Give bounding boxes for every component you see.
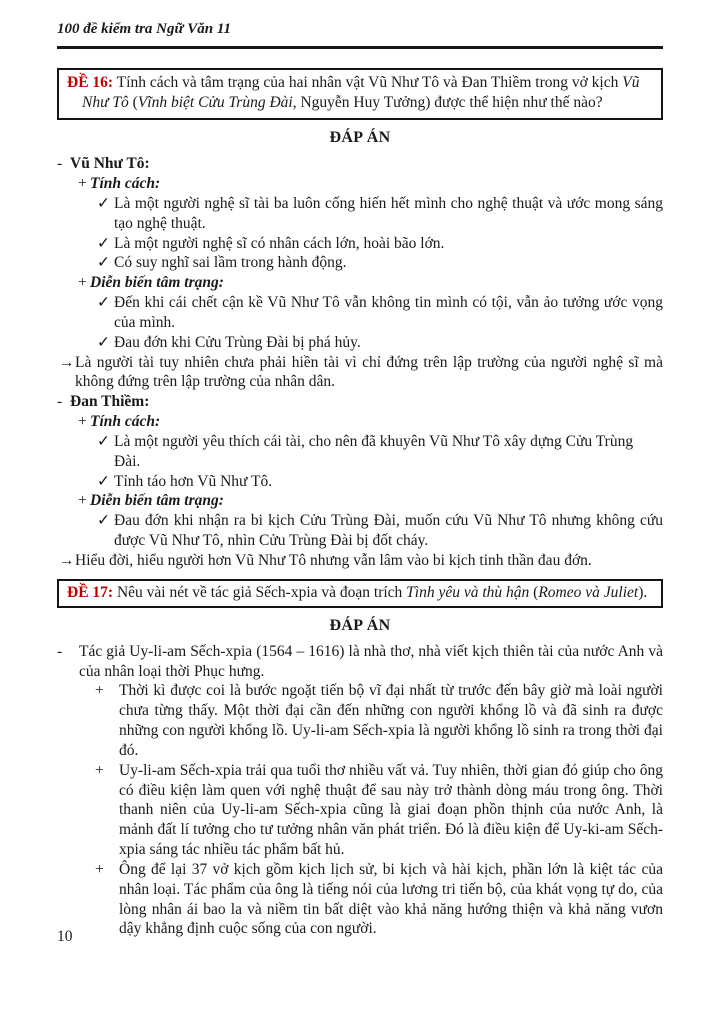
de17-question-italic1: Tình yêu và thù hận [406,583,530,601]
list-text: Đan Thiềm: [70,393,150,411]
list-item [78,273,663,293]
list-text: Hiểu đời, hiểu người hơn Vũ Như Tô nhưng vẫn lâm vào bi kịch tinh thần đau đớn. [75,551,592,569]
list-text: Là một người yêu thích cái tài, cho nên đã khuyên Vũ Như Tô xây dựng Cửu Trùng Đài. [114,432,634,470]
plus-marker: + [78,274,87,292]
list-text: Diễn biến tâm trạng: [90,492,224,510]
dash-marker: - [57,155,63,173]
list-item [59,353,663,393]
list-text: Có suy nghĩ sai lầm trong hành động. [114,254,347,272]
list-text: Đau đớn khi nhận ra bi kịch Cửu Trùng Đài, muốn cứu Vũ Như Tô nhưng không cứu được Vũ Như Tô, nhìn Cửu Trùng Đài bị đốt cháy. [114,512,663,550]
list-item [97,234,663,254]
list-item [95,761,663,860]
de17-question-part1: Nêu vài nét về tác giả Sếch-xpia và đoạn trích [113,583,407,601]
list-item [97,253,663,273]
list-item [95,681,663,760]
list-item [57,154,663,174]
list-text: Đến khi cái chết cận kề Vũ Như Tô vẫn không tin mình có tội, vẫn ảo tưởng ước vọng của mình. [114,294,663,331]
plus-marker: + [95,761,104,779]
de16-question-part3: , Nguyễn Huy Tưởng) được thể hiện như thế nào? [292,94,603,112]
de17-label: ĐỀ 17: [67,583,114,601]
list-item [59,551,663,571]
check-marker: ✓ [97,294,110,312]
list-text: Đau đớn khi Cửu Trùng Đài bị phá hủy. [114,333,361,351]
answer-list-de16 [57,154,663,570]
list-item [57,392,663,412]
question-box-de16 [57,68,663,120]
list-text: Tỉnh táo hơn Vũ Như Tô. [114,472,273,490]
check-marker: ✓ [97,432,110,450]
plus-marker: + [78,413,87,431]
arrow-marker: → [59,551,75,569]
list-item [97,333,663,353]
document-header: 100 đề kiểm tra Ngữ Văn 11 [57,21,663,49]
list-text: Uy-li-am Sếch-xpia trải qua tuổi thơ nhiều vất vả. Tuy nhiên, thời gian đó giúp cho ông có điều kiện làm quen với nghệ thuật để sau này trở thành dòng máu trong ông. Thời thanh niên của Uy-li-am Sếch-xpia cũng là giai đoạn phồn thịnh của nước Anh, là mảnh đất lí tưởng cho tư tưởng nhân văn phát triển. Đó là điều kiện để Uy-ki-am Sếch-xpia sáng tác nhiều tác phẩm bất hủ. [119,761,663,859]
answer-heading-de16: ĐÁP ÁN [329,129,391,147]
list-item [97,293,663,333]
check-marker: ✓ [97,194,110,212]
list-item [57,642,663,682]
list-text: Là một người nghệ sĩ tài ba luôn cống hiến hết mình cho nghệ thuật và ước mong sáng tạo nghệ thuật. [114,194,663,232]
list-item [97,472,663,492]
plus-marker: + [95,682,104,700]
check-marker: ✓ [97,234,110,252]
list-item [78,412,663,432]
list-text: Tính cách: [90,413,161,431]
check-marker: ✓ [97,333,110,351]
de16-question-italic1: Vũ Như Tô [82,74,640,112]
de16-label: ĐỀ 16: [67,74,114,91]
list-text: Tác giả Uy-li-am Sếch-xpia (1564 – 1616) là nhà thơ, nhà viết kịch thiên tài của nước Anh và của nhân loại thời Phục hưng. [79,642,663,680]
check-marker: ✓ [97,472,110,490]
de16-question-italic2: Vĩnh biệt Cửu Trùng Đài [137,94,293,112]
list-text: Là một người nghệ sĩ có nhân cách lớn, hoài bão lớn. [114,234,445,252]
question-text-de17 [67,583,653,603]
dash-marker: - [57,393,63,411]
question-box-de17 [57,579,663,608]
de17-question-part3: ). [638,583,648,601]
list-item [78,491,663,511]
check-marker: ✓ [97,254,110,272]
arrow-marker: → [59,353,75,371]
de17-question-part2: ( [529,583,539,601]
list-text: Là người tài tuy nhiên chưa phải hiền tài vì chỉ đứng trên lập trường của người nghệ sĩ mà không đứng trên lập trường của nhân dân. [75,353,663,391]
question-text-de16 [67,73,653,113]
de17-question-italic2: Romeo và Juliet [538,583,639,601]
check-marker: ✓ [97,512,110,530]
list-text: Thời kì được coi là bước ngoặt tiến bộ vĩ đại nhất từ trước đến bây giờ mà loài người chưa từng thấy. Một thời đại cần đến những con người khổng lồ và đã sinh ra được những con người khổng lồ. Uy-li-am Sếch-xpia là người khổng lồ sinh ra trong thời đại đó. [119,682,663,759]
plus-marker: + [78,175,87,193]
answer-list-de17 [57,642,663,939]
answer-heading-de17: ĐÁP ÁN [329,616,391,634]
list-text: Ông để lại 37 vở kịch gồm kịch lịch sử, bi kịch và hài kịch, phần lớn là kiệt tác của nhân loại. Tác phẩm của ông là tiếng nói của lương tri tiến bộ, của khát vọng tự do, của lòng nhân ái bao la và niềm tin bất diệt vào khả năng hướng thiện và khả năng vươn dậy khẳng định cuộc sống của con người. [119,860,663,938]
list-text: Vũ Như Tô: [70,155,150,173]
list-text: Diễn biến tâm trạng: [90,274,224,292]
plus-marker: + [95,860,104,878]
page-number: 10 [57,928,73,945]
list-item [97,511,663,551]
plus-marker: + [78,492,87,510]
de16-question-part1: Tính cách và tâm trạng của hai nhân vật Vũ Như Tô và Đan Thiềm trong vở kịch [113,74,623,91]
list-item [97,432,663,472]
de16-question-part2: ( [128,94,138,112]
list-item [97,194,663,234]
list-item [95,860,663,939]
list-item [78,174,663,194]
list-text: Tính cách: [90,175,161,193]
dash-marker: - [57,642,63,660]
